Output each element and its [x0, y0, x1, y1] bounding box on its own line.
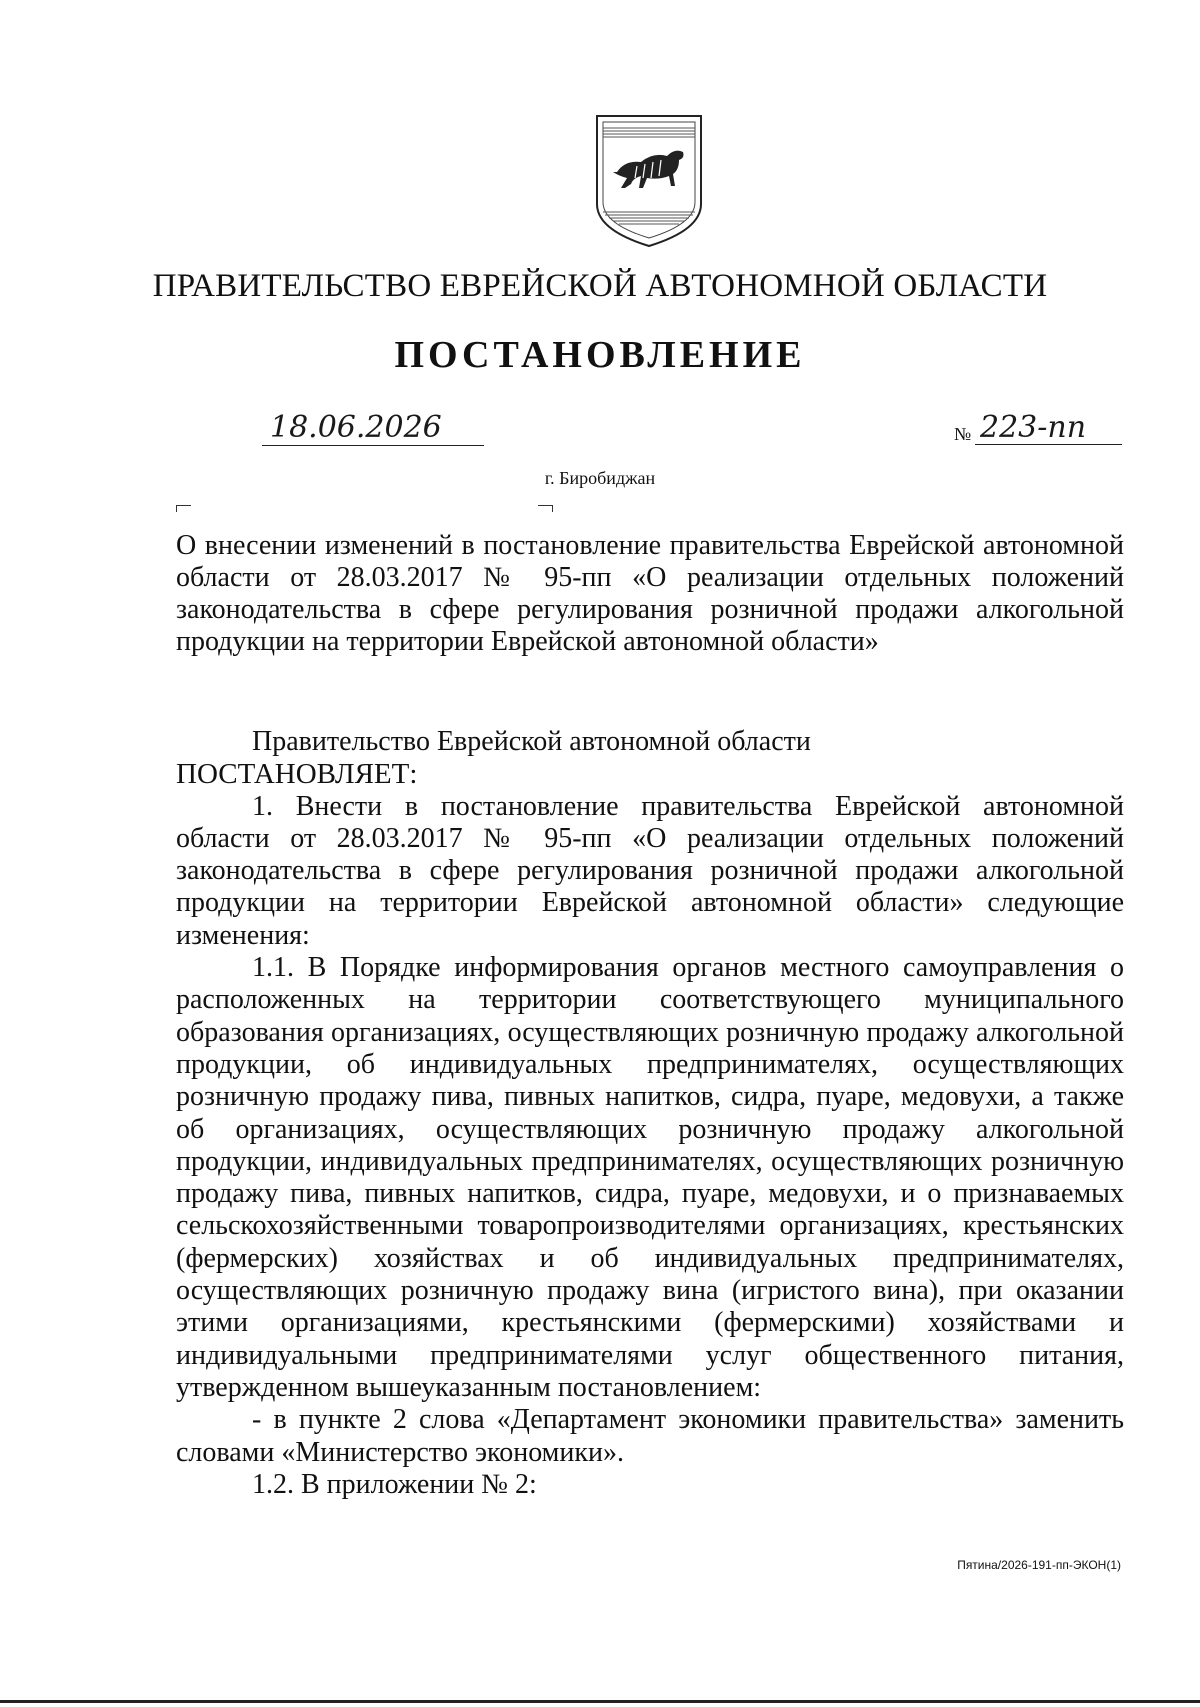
scan-edge-line: [0, 1700, 1200, 1703]
subject-bracket-right: [538, 505, 553, 512]
item-1-1: 1.1. В Порядке информирования органов местного самоуправления о расположенных на территории соответствующего муниципального образования организациях, осуществляющих розничную продажу алкогольной продукции, об индивидуальных предпринимателях, осуществляющих розничную продажу пива, пивных напитков, сидра, пуаре, медовухи, а также об организациях, осуществляющих розничную продажу алкогольной продукции, индивидуальных предпринимателях, осуществляющих розничную продажу пива, пивных напитков, сидра, пуаре, медовухи, и о признаваемых сельскохозяйственными товаропроизводителями организациях, крестьянских (фермерских) хозяйствах и об индивидуальных предпринимателях, осуществляющих розничную продажу вина (игристого вина), при оказании этими организациями, крестьянскими (фермерскими) хозяйствами и индивидуальными предпринимателями услуг общественного питания, утвержденном вышеуказанным постановлением:: [176, 952, 1124, 1403]
document-date: 18.06.2026: [262, 410, 484, 446]
subject-bracket-left: [176, 505, 191, 512]
document-type-title: ПОСТАНОВЛЕНИЕ: [394, 334, 806, 376]
item-1-2: 1.2. В приложении № 2:: [252, 1468, 537, 1500]
document-subject: О внесении изменений в постановление правительства Еврейской автономной области от 28.03.2017 № 95-пп «О реализации отдельных положений законодательства в сфере регулирования розничной продажи алкогольной продукции на территории Еврейской автономной области»: [176, 530, 1124, 657]
intro-paragraph: Правительство Еврейской автономной области: [252, 726, 811, 757]
file-reference: Пятина/2026-191-пп-ЭКОН(1): [957, 1558, 1121, 1572]
organization-title: ПРАВИТЕЛЬСТВО ЕВРЕЙСКОЙ АВТОНОМНОЙ ОБЛАСТИ: [152, 268, 1048, 304]
number-underline: [975, 444, 1122, 445]
item-1-1-change: - в пункте 2 слова «Департамент экономики правительства» заменить словами «Министерство экономики».: [176, 1404, 1124, 1468]
number-label: №: [954, 424, 972, 444]
document-body: [176, 726, 1124, 1501]
city-name: г. Биробиджан: [544, 468, 656, 488]
coat-of-arms-emblem: [591, 112, 707, 250]
item-1: 1. Внести в постановление правительства Еврейской автономной области от 28.03.2017 № 95-пп «О реализации отдельных положений законодательства в сфере регулирования розничной продажи алкогольной продукции на территории Еврейской автономной области» следующие изменения:: [176, 790, 1124, 951]
document-number: 223-пп: [980, 410, 1087, 445]
resolves-heading: ПОСТАНОВЛЯЕТ:: [176, 758, 418, 791]
